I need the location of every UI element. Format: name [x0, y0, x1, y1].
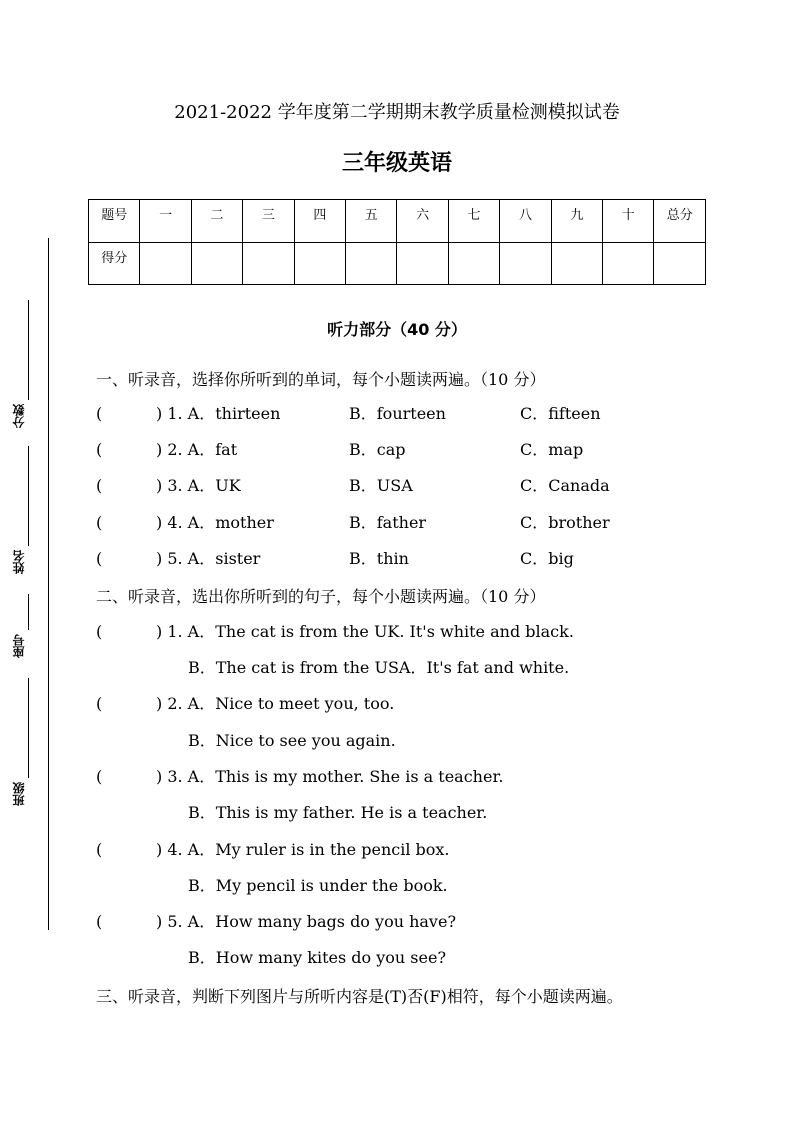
option-c: C．map — [520, 440, 584, 459]
score-cell-blank[interactable] — [654, 243, 706, 285]
score-cell-header: 五 — [346, 200, 397, 243]
option-c: C．big — [520, 549, 574, 568]
sentence-option-a: ) 3. A．This is my mother. She is a teacher. — [156, 767, 504, 786]
score-cell-header: 四 — [294, 200, 345, 243]
part3-heading: 三、听录音，判断下列图片与所听内容是(T)否(F)相符，每个小题读两遍。 — [96, 987, 623, 1006]
side-label-seat: 座号 — [12, 634, 26, 658]
option-b: B．cap — [349, 440, 406, 459]
score-cell-header: 三 — [243, 200, 294, 243]
question-num-a: ) 3. A．UK — [156, 476, 241, 495]
part1-heading: 一、听录音，选择你所听到的单词，每个小题读两遍。（10 分） — [96, 370, 546, 389]
score-cell-header: 总分 — [654, 200, 706, 243]
score-cell-header: 一 — [140, 200, 191, 243]
side-label-name: 姓名 — [12, 550, 26, 574]
score-cell-blank[interactable] — [397, 243, 448, 285]
option-b: B．USA — [349, 476, 413, 495]
side-blank-line — [28, 678, 29, 778]
score-cell-blank[interactable] — [603, 243, 654, 285]
score-cell-blank[interactable] — [551, 243, 602, 285]
sentence-option-a: ) 4. A．My ruler is in the pencil box. — [156, 840, 450, 859]
answer-paren-open: ( — [96, 513, 103, 532]
score-table-header-row — [89, 200, 706, 243]
sentence-option-a: ) 5. A．How many bags do you have? — [156, 912, 457, 931]
exam-title: 2021-2022 学年度第二学期期末教学质量检测模拟试卷 — [174, 102, 620, 123]
exam-subtitle: 三年级英语 — [341, 151, 452, 176]
score-cell-blank[interactable] — [346, 243, 397, 285]
question-num-a: ) 5. A．sister — [156, 549, 261, 568]
score-table — [88, 199, 706, 285]
score-cell-blank[interactable] — [140, 243, 191, 285]
option-c: C．fifteen — [520, 404, 601, 423]
binding-line — [48, 238, 49, 930]
answer-paren-open: ( — [96, 912, 103, 931]
sentence-option-b: B．How many kites do you see? — [188, 948, 447, 967]
score-cell-blank[interactable] — [500, 243, 551, 285]
question-num-a: ) 2. A．fat — [156, 440, 238, 459]
score-cell-blank[interactable] — [448, 243, 499, 285]
question-num-a: ) 4. A．mother — [156, 513, 274, 532]
score-cell-header: 九 — [551, 200, 602, 243]
answer-paren-open: ( — [96, 476, 103, 495]
score-cell-header: 八 — [500, 200, 551, 243]
answer-paren-open: ( — [96, 840, 103, 859]
option-b: B．thin — [349, 549, 409, 568]
answer-paren-open: ( — [96, 404, 103, 423]
score-row-label: 得分 — [89, 243, 140, 285]
sentence-option-b: B．The cat is from the USA．It's fat and white. — [188, 658, 570, 677]
section-title-listening: 听力部分（40 分） — [327, 320, 467, 339]
part2-heading: 二、听录音，选出你所听到的句子，每个小题读两遍。（10 分） — [96, 587, 546, 606]
score-table-score-row — [89, 243, 706, 285]
option-b: B．father — [349, 513, 427, 532]
side-blank-line — [28, 300, 29, 400]
score-cell-header: 六 — [397, 200, 448, 243]
sentence-option-a: ) 2. A．Nice to meet you, too. — [156, 694, 395, 713]
sentence-option-b: B．Nice to see you again. — [188, 731, 396, 750]
option-c: C．Canada — [520, 476, 610, 495]
sentence-option-b: B．My pencil is under the book. — [188, 876, 448, 895]
score-cell-blank[interactable] — [191, 243, 242, 285]
side-blank-line — [28, 446, 29, 546]
side-label-score: 分数 — [12, 404, 26, 428]
sentence-option-a: ) 1. A．The cat is from the UK. It's white and black. — [156, 622, 574, 641]
answer-paren-open: ( — [96, 694, 103, 713]
side-label-class: 班级 — [12, 782, 26, 806]
answer-paren-open: ( — [96, 549, 103, 568]
answer-paren-open: ( — [96, 440, 103, 459]
option-c: C．brother — [520, 513, 610, 532]
option-b: B．fourteen — [349, 404, 446, 423]
side-blank-line — [28, 594, 29, 630]
score-cell-blank[interactable] — [243, 243, 294, 285]
sentence-option-b: B．This is my father. He is a teacher. — [188, 803, 488, 822]
question-num-a: ) 1. A．thirteen — [156, 404, 281, 423]
score-cell-header: 七 — [448, 200, 499, 243]
answer-paren-open: ( — [96, 767, 103, 786]
answer-paren-open: ( — [96, 622, 103, 641]
score-cell-header: 十 — [603, 200, 654, 243]
score-cell-header: 二 — [191, 200, 242, 243]
score-cell-blank[interactable] — [294, 243, 345, 285]
score-cell-header: 题号 — [89, 200, 140, 243]
